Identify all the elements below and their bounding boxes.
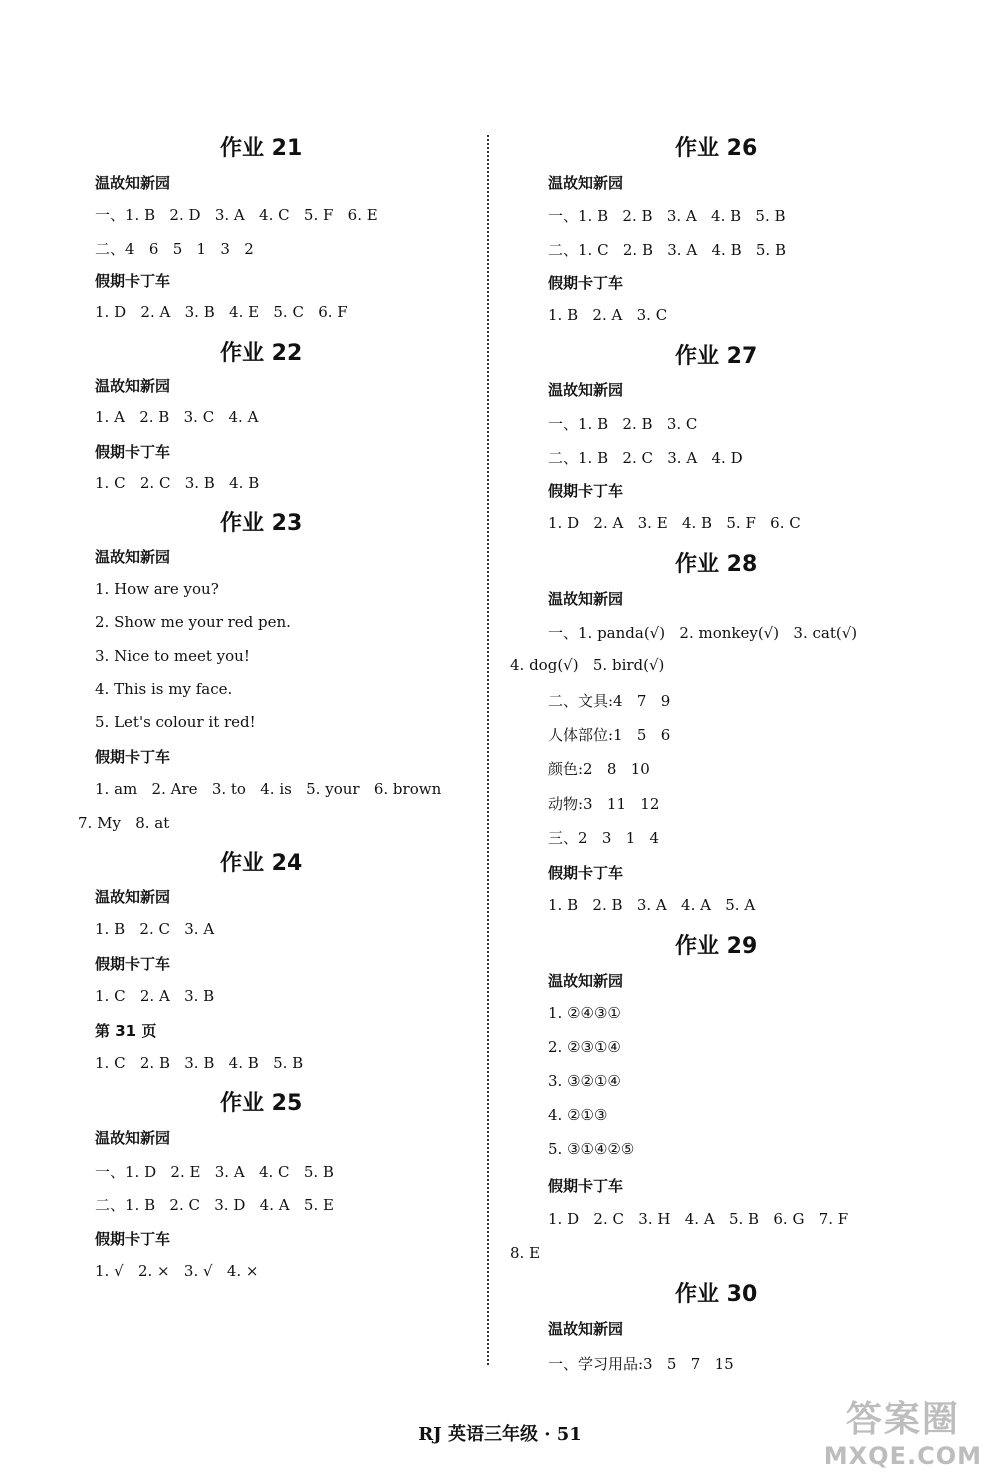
section-review: 温故知新园 [95,548,171,566]
answer-line: 二、4 6 5 1 3 2 [95,240,254,258]
answer-line: 二、1. B 2. C 3. D 4. A 5. E [95,1196,334,1214]
answer-line: 8. E [510,1244,541,1262]
section-kart: 假期卡丁车 [548,482,624,500]
section-review: 温故知新园 [95,888,171,906]
answer-line: 1. C 2. C 3. B 4. B [95,474,260,492]
answer-line: 二、1. C 2. B 3. A 4. B 5. B [548,241,786,259]
section-review: 温故知新园 [548,381,624,399]
answer-line: 2. Show me your red pen. [95,613,291,631]
section-review: 温故知新园 [548,590,624,608]
answer-line: 1. C 2. B 3. B 4. B 5. B [95,1054,304,1072]
section-kart: 假期卡丁车 [95,748,171,766]
answer-line: 4. This is my face. [95,680,233,698]
section-review: 温故知新园 [548,972,624,990]
answer-line: 1. am 2. Are 3. to 4. is 5. your 6. brown [95,780,442,798]
answer-line: 3. Nice to meet you! [95,647,250,665]
answer-line: 1. ②④③① [548,1004,621,1022]
answer-line: 1. B 2. C 3. A [95,920,215,938]
answer-line: 1. C 2. A 3. B [95,987,215,1005]
answer-line: 1. D 2. A 3. B 4. E 5. C 6. F [95,303,348,321]
homework-28-title: 作业 28 [675,552,758,577]
answer-line: 一、1. D 2. E 3. A 4. C 5. B [95,1163,334,1181]
section-review: 温故知新园 [95,174,171,192]
answer-line: 1. √ 2. × 3. √ 4. × [95,1262,259,1280]
section-page: 第 31 页 [95,1022,157,1040]
homework-25-title: 作业 25 [220,1091,303,1116]
homework-30-title: 作业 30 [675,1282,758,1307]
homework-23-title: 作业 23 [220,511,303,536]
answer-line: 三、2 3 1 4 [548,829,660,847]
answer-line: 一、1. panda(√) 2. monkey(√) 3. cat(√) [548,624,858,642]
answer-line: 1. How are you? [95,580,219,598]
homework-26-title: 作业 26 [675,136,758,161]
section-review: 温故知新园 [95,1129,171,1147]
section-review: 温故知新园 [548,174,624,192]
answer-line: 动物:3 11 12 [548,795,660,813]
answer-line: 1. B 2. A 3. C [548,306,668,324]
answer-line: 4. dog(√) 5. bird(√) [510,656,665,674]
homework-27-title: 作业 27 [675,344,758,369]
homework-21-title: 作业 21 [220,136,303,161]
section-kart: 假期卡丁车 [548,1177,624,1195]
section-kart: 假期卡丁车 [548,274,624,292]
answer-line: 2. ②③①④ [548,1038,621,1056]
answer-line: 一、1. B 2. D 3. A 4. C 5. F 6. E [95,206,378,224]
homework-22-title: 作业 22 [220,341,303,366]
watermark-logo [824,1391,982,1470]
section-kart: 假期卡丁车 [95,1230,171,1248]
answer-line: 5. ③①④②⑤ [548,1140,635,1158]
answer-line: 二、1. B 2. C 3. A 4. D [548,449,743,467]
answer-line: 颜色:2 8 10 [548,760,650,778]
answer-line: 1. D 2. A 3. E 4. B 5. F 6. C [548,514,801,532]
answer-line: 人体部位:1 5 6 [548,726,671,744]
answer-line: 7. My 8. at [78,814,170,832]
page-footer: RJ 英语三年级 · 51 [418,1424,582,1445]
column-divider [487,135,489,1365]
answer-line: 1. D 2. C 3. H 4. A 5. B 6. G 7. F [548,1210,849,1228]
answer-line: 一、1. B 2. B 3. C [548,415,698,433]
section-review: 温故知新园 [95,377,171,395]
answer-line: 一、1. B 2. B 3. A 4. B 5. B [548,207,786,225]
answer-line: 5. Let's colour it red! [95,713,256,731]
section-kart: 假期卡丁车 [95,272,171,290]
watermark-top: 答案圈 [845,1399,960,1440]
answer-line: 4. ②①③ [548,1106,608,1124]
answer-line: 1. B 2. B 3. A 4. A 5. A [548,896,756,914]
section-review: 温故知新园 [548,1320,624,1338]
section-kart: 假期卡丁车 [548,864,624,882]
homework-29-title: 作业 29 [675,934,758,959]
answer-line: 3. ③②①④ [548,1072,621,1090]
answer-line: 二、文具:4 7 9 [548,692,671,710]
answer-line: 1. A 2. B 3. C 4. A [95,408,259,426]
answer-line: 一、学习用品:3 5 7 15 [548,1355,734,1373]
section-kart: 假期卡丁车 [95,955,171,973]
homework-24-title: 作业 24 [220,851,303,876]
section-kart: 假期卡丁车 [95,443,171,461]
watermark-bottom: MXQE.COM [823,1442,982,1470]
